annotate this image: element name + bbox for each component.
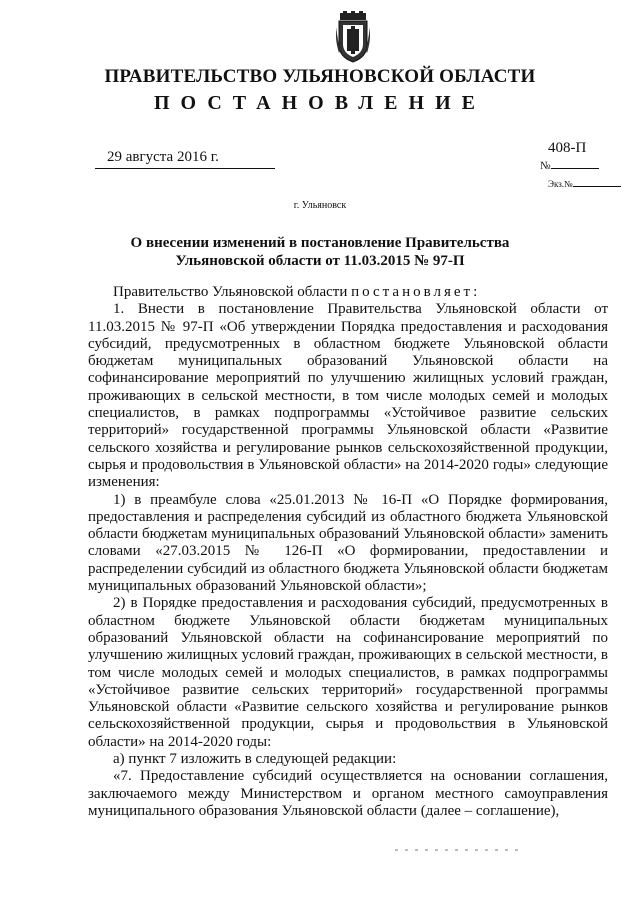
scan-artifact-dots <box>395 848 525 852</box>
copy-underline <box>573 178 621 187</box>
title-line-2: Ульяновской области от 11.03.2015 № 97-П <box>175 253 465 269</box>
number-field <box>540 160 599 172</box>
city-name: г. Ульяновск <box>293 200 347 211</box>
coat-of-arms-icon <box>336 11 370 63</box>
intro-verb: постановляет: <box>351 284 481 300</box>
intro-paragraph <box>88 284 608 301</box>
paragraph-4: а) пункт 7 изложить в следующей редакции: <box>113 751 397 768</box>
paragraph-2: 1) в преамбуле слова «25.01.2013 № 16-П «О Порядке формирования, предоставления и распределения субсидий из областного бюджета Ульяновской области бюджетам муниципальных образований Ульяновской области» заменить словами «27.03.2015 № 126-П «О формировании, предоставлении и распределении субсидий из областного бюджета Ульяновской области бюджетам муниципальных образований Ульяновской области»; <box>88 491 608 595</box>
document-date-field <box>95 149 275 169</box>
document-type: ПОСТАНОВЛЕНИЕ <box>154 92 486 114</box>
document-date: 29 августа 2016 г. <box>107 149 219 165</box>
document-number: 408-П <box>548 140 587 156</box>
paragraph-1: 1. Внести в постановление Правительства Ульяновской области от 11.03.2015 № 97-П «Об утверждении Порядка предоставления и расходования субсидий, предусмотренных в областном бюджете Ульяновской области бюджетам муниципальных образований Ульяновской области на софинансирование мероприятий по улучшению жилищных условий граждан, проживающих в сельской местности, в том числе молодых семей и молодых специалистов, в рамках подпрограммы «Устойчивое развитие сельских территорий» государственной программы Ульяновской области «Развитие сельского хозяйства и регулирование рынков сельскохозяйственной продукции, сырья и продовольствия в Ульяновской области» на 2014-2020 годы» следующие изменения: <box>88 301 608 491</box>
government-name: ПРАВИТЕЛЬСТВО УЛЬЯНОВСКОЙ ОБЛАСТИ <box>104 66 536 87</box>
document-title <box>100 234 540 270</box>
copy-number-field <box>548 178 621 189</box>
title-line-1: О внесении изменений в постановление Правительства <box>130 235 510 251</box>
paragraph-3: 2) в Порядке предоставления и расходования субсидий, предусмотренных в областном бюджете Ульяновской области бюджетам муниципальных образований Ульяновской области на софинансирование мероприятий по улучшению жилищных условий граждан, проживающих в сельской местности, в том числе молодых семей и молодых специалистов, в рамках подпрограммы «Устойчивое развитие сельских территорий» государственной программы Ульяновской области «Развитие сельского хозяйства и регулирование рынков сельскохозяйственной продукции, сырья и продовольствия в Ульяновской области» на 2014-2020 годы: <box>88 595 608 750</box>
paragraph-5: «7. Предоставление субсидий осуществляется на основании соглашения, заключаемого между Министерством и органом местного самоуправления муниципального образования Ульяновской области (далее – соглашение), <box>88 768 608 819</box>
copy-label: Экз.№ <box>548 179 573 189</box>
intro-text: Правительство Ульяновской области <box>113 284 352 300</box>
number-underline <box>551 160 599 169</box>
date-underline <box>95 166 275 169</box>
number-label: № <box>540 160 551 172</box>
document-body <box>88 284 608 820</box>
